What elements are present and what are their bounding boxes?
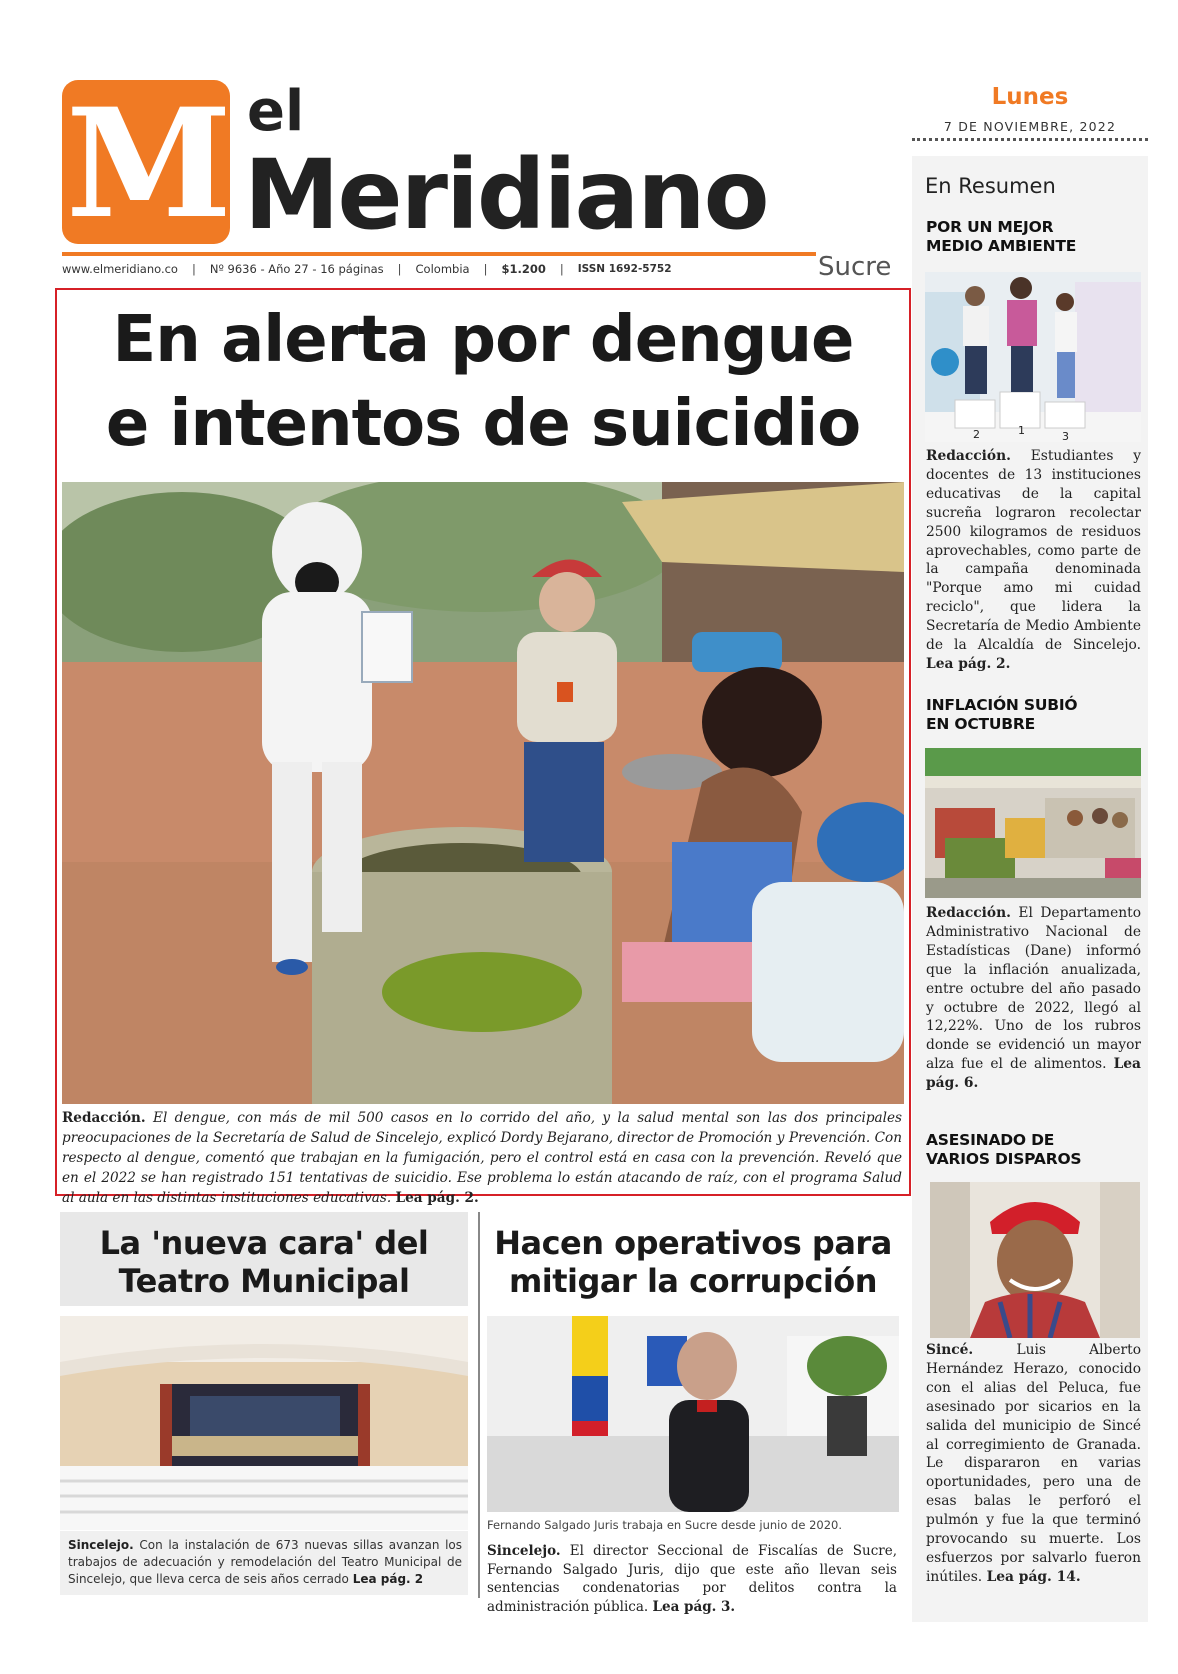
sidebar-item-headline[interactable] xyxy=(926,696,1141,734)
sidebar-item-text xyxy=(926,1341,1141,1587)
lead-headline[interactable] xyxy=(62,298,904,466)
brand-el: el xyxy=(247,79,305,144)
theater-headline[interactable] xyxy=(60,1224,468,1300)
headline-line: La 'nueva cara' del xyxy=(99,1224,429,1262)
headline-line: MEDIO AMBIENTE xyxy=(926,237,1077,255)
byline: Redacción. xyxy=(62,1110,146,1126)
victim-photo xyxy=(930,1182,1140,1338)
byline: Redacción. xyxy=(926,905,1011,921)
headline-line: VARIOS DISPAROS xyxy=(926,1150,1082,1168)
weekday: Lunes xyxy=(991,84,1069,110)
corruption-photo xyxy=(487,1316,899,1512)
issue-date: 7 DE NOVIEMBRE, 2022 xyxy=(943,119,1117,134)
headline-line: Hacen operativos para xyxy=(494,1224,892,1262)
lead-caption xyxy=(62,1108,902,1208)
region-label: Sucre xyxy=(818,252,892,282)
byline: Sincelejo. xyxy=(487,1543,561,1559)
headline-line: POR UN MEJOR xyxy=(926,218,1054,236)
headline-line: e intentos de suicidio xyxy=(105,387,861,461)
issue-info: Nº 9636 - Año 27 - 16 páginas xyxy=(209,262,384,276)
issn: ISSN 1692-5752 xyxy=(577,263,672,275)
read-more-link[interactable]: Lea pág. 14. xyxy=(986,1568,1081,1585)
separator: | xyxy=(191,262,196,276)
column-divider xyxy=(478,1212,480,1598)
corruption-photo-caption: Fernando Salgado Juris trabaja en Sucre desde junio de 2020. xyxy=(487,1518,843,1532)
sidebar-item-headline[interactable] xyxy=(926,1131,1141,1169)
svg-text:3: 3 xyxy=(1062,430,1069,442)
theater-photo xyxy=(60,1316,468,1530)
brand-name: Meridiano xyxy=(244,139,768,251)
market-photo xyxy=(925,748,1141,898)
recycling-photo xyxy=(925,272,1141,442)
read-more-link[interactable]: Lea pág. 2. xyxy=(395,1190,479,1206)
corruption-caption xyxy=(487,1542,897,1616)
lead-photo xyxy=(62,482,904,1104)
logo-letter: M xyxy=(65,76,227,252)
headline-line: EN OCTUBRE xyxy=(926,715,1036,733)
headline-line: En alerta por dengue xyxy=(112,303,854,377)
separator: | xyxy=(559,262,564,276)
headline-line: mitigar la corrupción xyxy=(508,1262,878,1300)
theater-body: Con la instalación de 673 nuevas sillas avanzan los trabajos de adecuación y remodelación del Teatro Municipal de Sincelejo, que lleva cerca de seis años cerrado xyxy=(68,1538,462,1586)
corruption-headline[interactable] xyxy=(483,1224,903,1300)
sidebar-item-text xyxy=(926,904,1141,1093)
price: $1.200 xyxy=(501,262,546,276)
byline: Sincé. xyxy=(926,1342,974,1358)
sidebar-item-headline[interactable] xyxy=(926,218,1141,256)
corruption-body: El director Seccional de Fiscalías de Sucre, Fernando Salgado Juris, dijo que este año llevan seis sentencias condenatorias por delitos contra la administración pública. xyxy=(487,1543,897,1615)
headline-line: ASESINADO DE xyxy=(926,1131,1055,1149)
summary-body: Estudiantes y docentes de 13 instituciones educativas de la capital sucreña lograron recolectar 2500 kilogramos de residuos aprovechables, como parte de la campaña denominada "Porque amo mi cuidad reciclo", que lidera la Secretaría de Medio Ambiente de la Alcaldía de Sincelejo. xyxy=(926,448,1141,654)
headline-line: Teatro Municipal xyxy=(118,1262,410,1300)
sidebar-title: En Resumen xyxy=(925,174,1056,198)
byline: Redacción. xyxy=(926,448,1011,464)
masthead-meta xyxy=(62,260,782,278)
logo xyxy=(62,76,230,252)
byline: Sincelejo. xyxy=(68,1538,134,1552)
sidebar-item-text xyxy=(926,447,1141,674)
masthead-rule xyxy=(62,252,816,256)
date-divider xyxy=(912,138,1148,141)
svg-text:1: 1 xyxy=(1018,424,1025,437)
svg-text:2: 2 xyxy=(973,428,980,441)
summary-body: El Departamento Administrativo Nacional de Estadísticas (Dane) informó que la inflación anualizada, entre octubre del año pasado y octubre de 2022, llegó al 12,22%. Uno de los rubros donde se evidenció un mayor alza fue el de alimentos. xyxy=(926,905,1141,1073)
read-more-link[interactable]: Lea pág. 2 xyxy=(352,1572,424,1586)
read-more-link[interactable]: Lea pág. 3. xyxy=(652,1598,736,1615)
headline-line: INFLACIÓN SUBIÓ xyxy=(926,696,1078,714)
website-link[interactable]: www.elmeridiano.co xyxy=(62,262,178,276)
theater-caption xyxy=(68,1537,462,1588)
separator: | xyxy=(397,262,402,276)
country: Colombia xyxy=(415,262,470,276)
read-more-link[interactable]: Lea pág. 2. xyxy=(926,655,1011,672)
separator: | xyxy=(483,262,488,276)
summary-body: Luis Alberto Hernández Herazo, conocido con el alias del Peluca, fue asesinado por sicarios en la salida del municipio de Sincé al corregimiento de Granada. Le dispararon en varias oportunidades, pero una de esas balas le perforó el pulmón y fue la que terminó provocando su muerte. Los esfuerzos por salvarlo fueron inútiles. xyxy=(926,1342,1142,1585)
read-more-link[interactable]: Lea pág. 6. xyxy=(926,1056,1141,1092)
lead-body: El dengue, con más de mil 500 casos en lo corrido del año, y la salud mental son las dos principales preocupaciones de la Secretaría de Salud de Sincelejo, explicó Dordy Bejarano, director de Promoción y Prevención. Con respecto al dengue, comentó que trabajan en la fumigación, pero el control está en casa con la prevención. Reveló que en el 2022 se han registrado 151 tentativas de suicidio. Ese problema lo están atacando de raíz, con el programa Salud al aula en las distintas instituciones educativas. xyxy=(62,1110,902,1206)
